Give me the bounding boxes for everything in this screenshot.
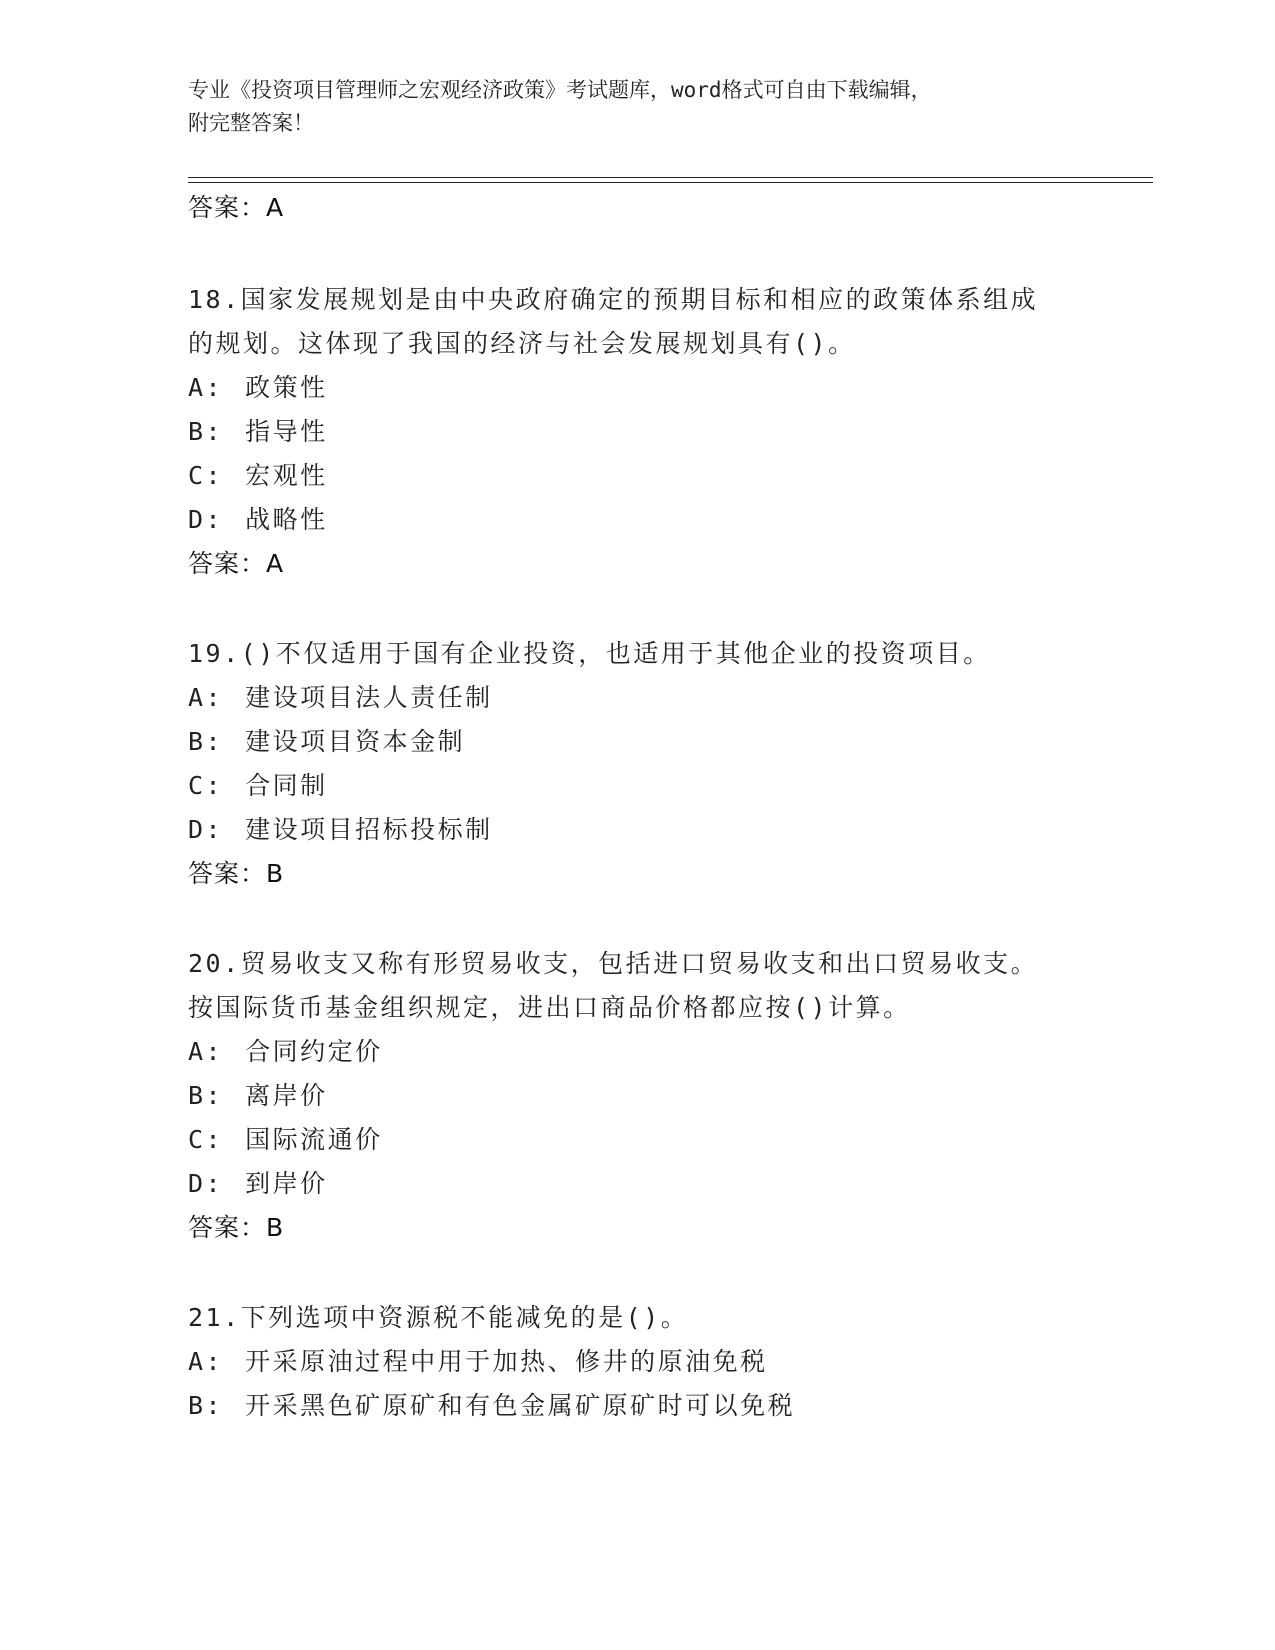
option-b [188, 415, 328, 449]
option-letter: C: [188, 1125, 224, 1154]
option-letter: B: [188, 417, 224, 446]
answer-previous: 答案：A [188, 193, 285, 222]
option-text: 宏观性 [245, 461, 328, 490]
question-stem-line: 21.下列选项中资源税不能减免的是()。 [188, 1303, 689, 1332]
question-stem-line: 19.()不仅适用于国有企业投资，也适用于其他企业的投资项目。 [188, 639, 991, 668]
option-b [188, 725, 465, 759]
option-text: 合同约定价 [245, 1037, 383, 1066]
option-letter: A: [188, 1037, 224, 1066]
option-text: 建设项目招标投标制 [245, 815, 493, 844]
header-divider-top [188, 177, 1153, 178]
option-text: 离岸价 [245, 1081, 328, 1110]
option-text: 建设项目资本金制 [245, 727, 466, 756]
option-text: 开采黑色矿原矿和有色金属矿原矿时可以免税 [245, 1391, 796, 1420]
answer: 答案：B [188, 859, 285, 888]
option-a [188, 1345, 768, 1379]
option-text: 开采原油过程中用于加热、修井的原油免税 [245, 1347, 768, 1376]
header-line-2: 附完整答案！ [188, 111, 314, 135]
answer: 答案：A [188, 549, 285, 578]
option-b [188, 1389, 795, 1423]
option-d [188, 813, 493, 847]
option-b [188, 1079, 328, 1113]
option-c [188, 769, 328, 803]
option-a [188, 681, 493, 715]
option-letter: C: [188, 461, 224, 490]
option-a [188, 1035, 383, 1069]
option-text: 指导性 [245, 417, 328, 446]
option-letter: D: [188, 815, 224, 844]
option-letter: A: [188, 1347, 224, 1376]
option-c [188, 1123, 383, 1157]
option-text: 国际流通价 [245, 1125, 383, 1154]
question-stem-line: 20.贸易收支又称有形贸易收支，包括进口贸易收支和出口贸易收支。 [188, 949, 1039, 978]
question-stem-line: 18.国家发展规划是由中央政府确定的预期目标和相应的政策体系组成 [188, 285, 1039, 314]
option-letter: D: [188, 505, 224, 534]
document-header [188, 74, 1088, 140]
option-letter: B: [188, 1391, 224, 1420]
option-letter: A: [188, 683, 224, 712]
option-text: 合同制 [245, 771, 328, 800]
option-letter: C: [188, 771, 224, 800]
question-stem-line: 按国际货币基金组织规定，进出口商品价格都应按()计算。 [188, 993, 911, 1022]
option-letter: D: [188, 1169, 224, 1198]
option-a [188, 371, 328, 405]
option-c [188, 459, 328, 493]
option-letter: B: [188, 1081, 224, 1110]
header-line-1: 专业《投资项目管理师之宏观经济政策》考试题库，word格式可自由下载编辑， [188, 78, 932, 102]
option-text: 到岸价 [245, 1169, 328, 1198]
option-letter: A: [188, 373, 224, 402]
option-letter: B: [188, 727, 224, 756]
option-text: 建设项目法人责任制 [245, 683, 493, 712]
question-stem-line: 的规划。这体现了我国的经济与社会发展规划具有()。 [188, 329, 856, 358]
option-d [188, 503, 328, 537]
option-d [188, 1167, 328, 1201]
option-text: 战略性 [245, 505, 328, 534]
option-text: 政策性 [245, 373, 328, 402]
answer: 答案：B [188, 1213, 285, 1242]
header-divider-bottom [188, 182, 1153, 183]
